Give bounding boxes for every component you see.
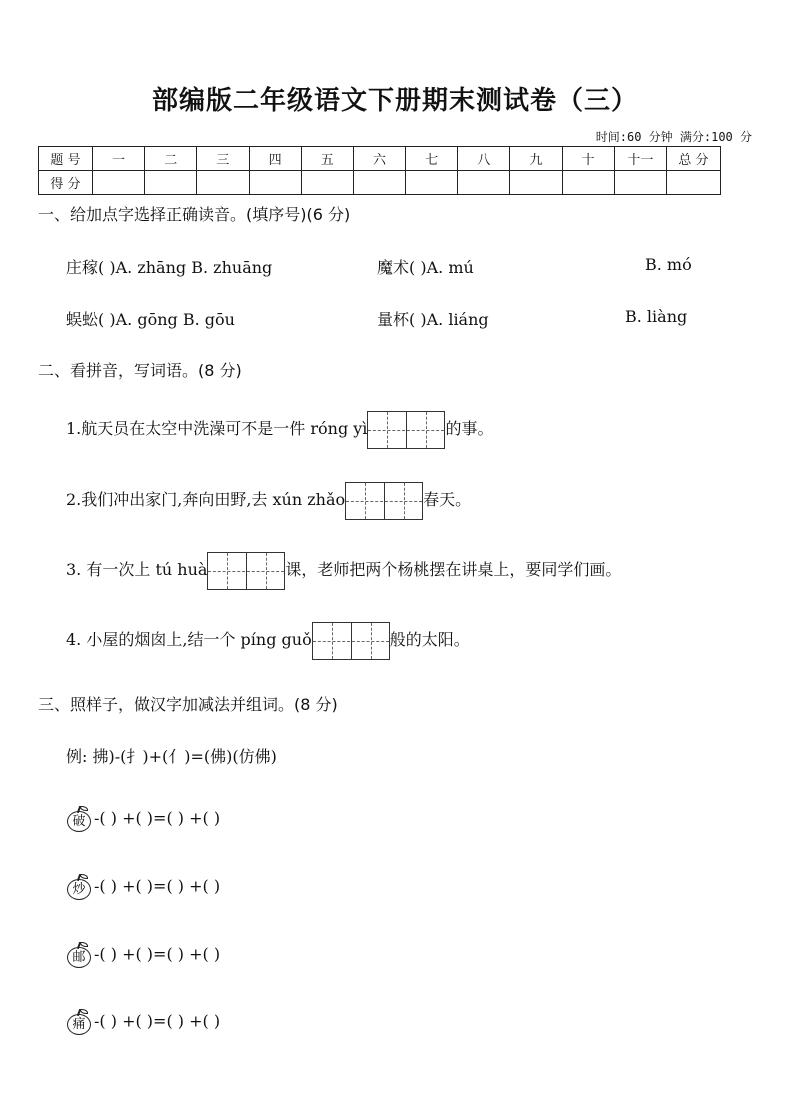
score-header-cell: 四 bbox=[249, 147, 301, 171]
writing-grid[interactable] bbox=[345, 482, 423, 520]
fill-suffix: 春天。 bbox=[423, 490, 472, 509]
base-char: 破 bbox=[67, 811, 91, 832]
score-header-cell: 七 bbox=[406, 147, 458, 171]
char-math-item bbox=[66, 942, 220, 968]
section1-heading: 一、给加点字选择正确读音。(填序号)(6 分) bbox=[38, 205, 351, 224]
fill-item bbox=[66, 409, 493, 449]
score-header-cell: 五 bbox=[301, 147, 353, 171]
writing-grid[interactable] bbox=[312, 622, 390, 660]
pinyin-item bbox=[377, 255, 474, 278]
char-formula[interactable]: -( ) +( )=( ) +( ) bbox=[94, 808, 221, 828]
score-header-cell: 题 号 bbox=[39, 147, 93, 171]
fill-prompt: 2.我们冲出家门,奔向田野,去 xún zhǎo bbox=[66, 490, 346, 509]
pinyin-item bbox=[377, 307, 489, 330]
score-header-cell: 十一 bbox=[614, 147, 666, 171]
item-word: 蜈蚣 bbox=[66, 310, 99, 329]
option-b: B. gōu bbox=[182, 310, 235, 329]
option-a: A. gōng bbox=[115, 310, 178, 329]
score-header-cell: 十 bbox=[562, 147, 614, 171]
score-header-cell: 六 bbox=[353, 147, 405, 171]
writing-grid[interactable] bbox=[367, 411, 445, 449]
writing-grid[interactable] bbox=[207, 552, 285, 590]
char-math-item bbox=[66, 806, 220, 832]
page-title: 部编版二年级语文下册期末测试卷（三） bbox=[151, 86, 638, 116]
score-input-cell[interactable] bbox=[249, 171, 301, 195]
score-table-score-row bbox=[39, 171, 721, 195]
answer-blank[interactable]: ( ) bbox=[98, 258, 116, 277]
score-header-cell: 八 bbox=[458, 147, 510, 171]
section2-heading: 二、看拼音，写词语。(8 分) bbox=[38, 361, 242, 380]
option-b: B. liàng bbox=[625, 307, 688, 326]
score-input-cell[interactable] bbox=[510, 171, 562, 195]
score-input-cell[interactable] bbox=[93, 171, 145, 195]
pinyin-item bbox=[66, 307, 235, 330]
score-header-cell: 三 bbox=[197, 147, 249, 171]
score-header-cell: 一 bbox=[93, 147, 145, 171]
item-word: 量杯 bbox=[377, 310, 410, 329]
fill-item bbox=[66, 480, 471, 520]
fill-item bbox=[66, 550, 621, 590]
fill-prompt: 1.航天员在太空中洗澡可不是一件 róng yì bbox=[66, 419, 368, 438]
score-table bbox=[38, 146, 721, 195]
apple-icon bbox=[66, 1009, 94, 1035]
option-a: A. liáng bbox=[426, 310, 489, 329]
score-input-cell[interactable] bbox=[406, 171, 458, 195]
score-table-header-row bbox=[39, 147, 721, 171]
option-a: A. mú bbox=[426, 258, 474, 277]
apple-icon bbox=[66, 942, 94, 968]
pinyin-item bbox=[66, 255, 272, 278]
item-word: 庄稼 bbox=[66, 258, 99, 277]
apple-icon bbox=[66, 806, 94, 832]
fill-suffix: 课，老师把两个杨桃摆在讲桌上，要同学们画。 bbox=[285, 560, 622, 579]
score-input-cell[interactable] bbox=[667, 171, 721, 195]
score-input-cell[interactable] bbox=[562, 171, 614, 195]
char-math-item bbox=[66, 874, 220, 900]
fill-suffix: 般的太阳。 bbox=[389, 630, 470, 649]
score-input-cell[interactable] bbox=[458, 171, 510, 195]
score-input-cell[interactable] bbox=[301, 171, 353, 195]
base-char: 邮 bbox=[67, 947, 91, 968]
score-header-cell: 二 bbox=[145, 147, 197, 171]
fill-prompt: 3. 有一次上 tú huà bbox=[66, 560, 208, 579]
score-header-cell: 九 bbox=[510, 147, 562, 171]
char-formula[interactable]: -( ) +( )=( ) +( ) bbox=[94, 1011, 221, 1031]
base-char: 炒 bbox=[67, 879, 91, 900]
option-b: B. mó bbox=[645, 255, 692, 274]
option-b: B. zhuāng bbox=[191, 258, 273, 277]
char-math-item bbox=[66, 1009, 220, 1035]
exam-meta: 时间:60 分钟 满分:100 分 bbox=[595, 130, 752, 144]
score-row-label: 得 分 bbox=[39, 171, 93, 195]
apple-icon bbox=[66, 874, 94, 900]
score-input-cell[interactable] bbox=[145, 171, 197, 195]
fill-suffix: 的事。 bbox=[445, 419, 494, 438]
score-input-cell[interactable] bbox=[197, 171, 249, 195]
answer-blank[interactable]: ( ) bbox=[409, 258, 427, 277]
score-input-cell[interactable] bbox=[353, 171, 405, 195]
char-formula[interactable]: -( ) +( )=( ) +( ) bbox=[94, 944, 221, 964]
answer-blank[interactable]: ( ) bbox=[98, 310, 116, 329]
score-input-cell[interactable] bbox=[614, 171, 666, 195]
score-header-cell: 总 分 bbox=[667, 147, 721, 171]
example-line: 例: 拂)-(扌)+(亻)=(佛)(仿佛) bbox=[66, 747, 277, 766]
fill-prompt: 4. 小屋的烟囱上,结一个 píng guǒ bbox=[66, 630, 312, 649]
answer-blank[interactable]: ( ) bbox=[409, 310, 427, 329]
option-a: A. zhāng bbox=[115, 258, 187, 277]
base-char: 痛 bbox=[67, 1014, 91, 1035]
fill-item bbox=[66, 620, 470, 660]
item-word: 魔术 bbox=[377, 258, 410, 277]
section3-heading: 三、照样子，做汉字加减法并组词。(8 分) bbox=[38, 695, 338, 714]
char-formula[interactable]: -( ) +( )=( ) +( ) bbox=[94, 876, 221, 896]
